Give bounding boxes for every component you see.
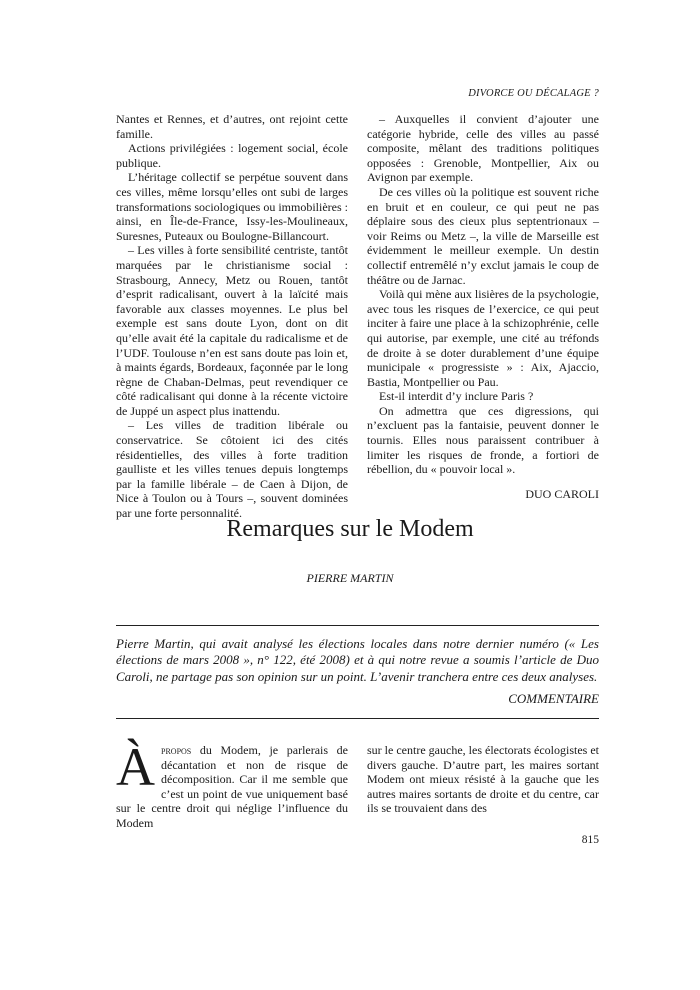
- paragraph: Nantes et Rennes, et d’autres, ont rejoint cette famille.: [116, 112, 348, 141]
- article-title: Remarques sur le Modem: [226, 516, 474, 542]
- top-right-column: [367, 112, 599, 501]
- editorial-note-text: Pierre Martin, qui avait analysé les élections locales dans notre dernier numéro (« Les élections de mars 2008 », n° 122, été 2008) et à qui notre revue a soumis l’article de Duo Caroli, ne partage pas son opinion sur un point. L’avenir tranchera entre ces deux analyses.: [116, 636, 599, 684]
- body-left-column: [116, 737, 348, 831]
- body-right-column: [367, 743, 599, 816]
- paragraph: L’héritage collectif se perpétue souvent dans ces villes, même lorsqu’elles ont subi de larges transformations sociologiques ou immobilières : ainsi, en Île-de-France, Issy-les-Moulineaux, Suresnes, Puteaux ou Boulogne-Billancourt.: [116, 170, 348, 243]
- section-label: COMMENTAIRE: [508, 691, 599, 707]
- paragraph: Voilà qui mène aux lisières de la psychologie, avec tous les risques de l’exercice, ce qui peut inciter à faire une place à la schizophrénie, celle qui autorise, par exemple, une cité au tréfonds de droite à se doter durablement d’une équipe municipale « progressiste » : Aix, Ajaccio, Bastia, Montpellier ou Pau.: [367, 287, 599, 389]
- signature: DUO CAROLI: [525, 486, 599, 501]
- paragraph: Actions privilégiées : logement social, école publique.: [116, 141, 348, 170]
- paragraph: – Les villes à forte sensibilité centriste, tantôt marquées par le christianisme social : Strasbourg, Annecy, Metz ou Rouen, tantôt d’esprit radicalisant, ouvert à la laïcité mais favorable aux classes moyennes. Le plus bel exemple est sans doute Lyon, dont on dit qu’elle avait été la capitale du radicalisme et de l’UDF. Toulouse n’en est sans doute pas loin et, à maints égards, Bordeaux, façonnée par le long règne de Chaban-Delmas, peut revendiquer ce côté radicalisant qui donne à la récente victoire de Juppé un aspect plus inattendu.: [116, 243, 348, 418]
- paragraph: sur le centre gauche, les électorats écologistes et divers gauche. D’autre part, les maires sortant Modem ont mieux résisté à la gauche que les autres maires sortants de droite et du centre, car ils se trouvaient dans des: [367, 743, 599, 816]
- opening-paragraph: [116, 737, 348, 831]
- drop-cap: À: [116, 737, 155, 797]
- paragraph: – Auxquelles il convient d’ajouter une catégorie hybride, celle des villes au passé composite, mêlant des traditions politiques opposées : Grenoble, Montpellier, Aix ou Avignon par exemple.: [367, 112, 599, 185]
- page-number: 815: [581, 834, 599, 846]
- paragraph: – Les villes de tradition libérale ou conservatrice. Se côtoient ici des cités résidentielles, des villes à forte tradition gaulliste et les villes tenues depuis longtemps par la famille libérale – de Caen à Dijon, de Nice à Toulon ou à Tours –, souvent dominées par une forte personnalité.: [116, 418, 348, 521]
- editorial-note: [116, 625, 599, 719]
- article-author: PIERRE MARTIN: [306, 571, 394, 585]
- paragraph: On admettra que ces digressions, qui n’excluent pas la fantaisie, peuvent donner le tournis. Elles nous paraissent contribuer à limiter les risques de fronde, a fortiori de rébellion, du « pouvoir local ».: [367, 403, 599, 477]
- paragraph: Est-il interdit d’y inclure Paris ?: [379, 389, 534, 404]
- paragraph-text: du Modem, je parlerais de décantation et non de risque de décomposition. Car il me semble que c’est un point de vue uniquement basé sur le centre droit qui néglige l’influence du Modem: [116, 743, 348, 830]
- paragraph: De ces villes où la politique est souvent riche en bruit et en couleur, ce qui peut ne pas déplaire sous des cieux plus septentrionaux – voir Reims ou Metz –, la ville de Marseille est évidemment le meilleur exemple. Un destin collectif entremêlé n’y exclut jamais le coup de théâtre ou de Jarnac.: [367, 184, 599, 287]
- top-left-column: [116, 112, 348, 521]
- lead-in: propos: [161, 743, 192, 757]
- running-head: DIVORCE OU DÉCALAGE ?: [468, 88, 599, 99]
